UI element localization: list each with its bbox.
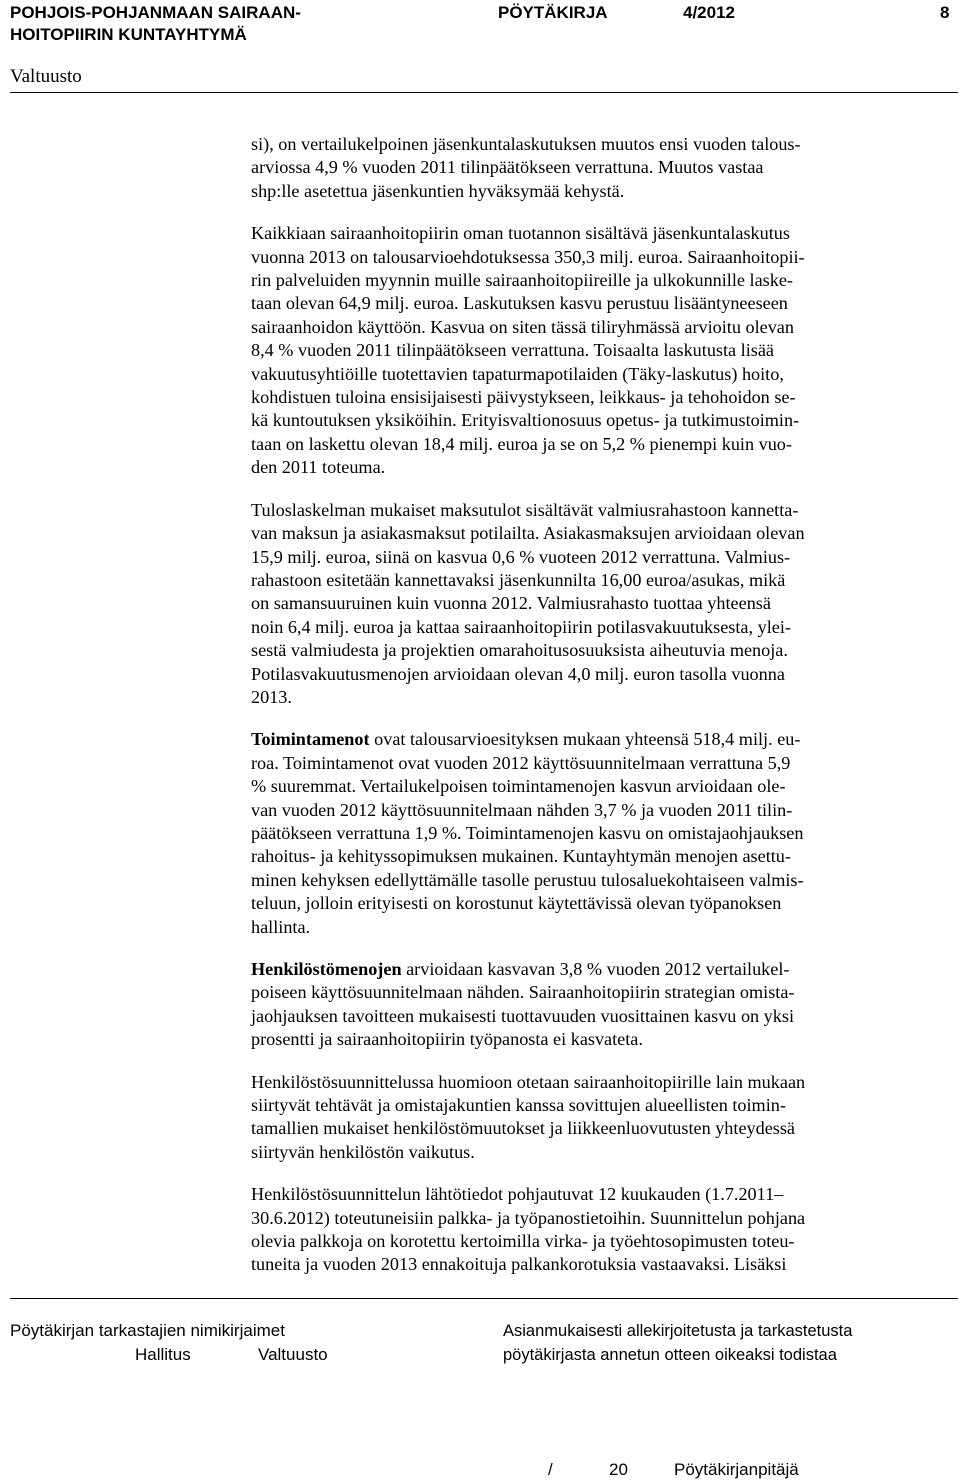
paragraph-line: Henkilöstösuunnittelun lähtötiedot pohjautuvat 12 kuukauden (1.7.2011– bbox=[251, 1184, 784, 1205]
paragraph-line: minen kehyksen edellyttämälle tasolle perustuu tulosaluekohtaiseen valmis- bbox=[251, 869, 804, 890]
paragraph-line: hallinta. bbox=[251, 916, 311, 937]
paragraph-line: Potilasvakuutusmenojen arvioidaan olevan 4,0 milj. euron tasolla vuonna bbox=[251, 663, 785, 684]
body-paragraph bbox=[251, 958, 956, 1052]
body-paragraph bbox=[251, 499, 956, 710]
signature-board-label: Hallitus bbox=[135, 1345, 191, 1364]
body-paragraph bbox=[251, 728, 956, 939]
paragraph-line: 15,9 milj. euroa, siinä on kasvua 0,6 % vuoteen 2012 verrattuna. Valmius- bbox=[251, 546, 791, 567]
page-footer bbox=[0, 1298, 960, 1482]
body-paragraph bbox=[251, 222, 956, 479]
paragraph-line: vuonna 2013 on talousarvioehdotuksessa 350,3 milj. euroa. Sairaanhoitopii- bbox=[251, 246, 805, 267]
recorder-label: Pöytäkirjanpitäjä bbox=[674, 1460, 799, 1479]
organization-name-line-2: HOITOPIIRIN KUNTAYHTYMÄ bbox=[10, 25, 247, 44]
paragraph-line: tamallien mukaiset henkilöstömuutokset ja liikkeenluovutusten yhteydessä bbox=[251, 1118, 796, 1139]
governing-body-name: Valtuusto bbox=[10, 66, 82, 87]
paragraph-line bbox=[251, 728, 956, 751]
document-body bbox=[251, 133, 956, 1296]
certification-line-1: Asianmukaisesti allekirjoitetusta ja tarkastetusta bbox=[503, 1322, 853, 1340]
paragraph-line: tuneita ja vuoden 2013 ennakoituja palkankorotuksia vastaavaksi. Lisäksi bbox=[251, 1254, 787, 1275]
body-paragraph bbox=[251, 1183, 956, 1277]
paragraph-line: Kaikkiaan sairaanhoitopiirin oman tuotannon sisältävä jäsenkuntalaskutus bbox=[251, 223, 790, 244]
body-paragraph bbox=[251, 1071, 956, 1165]
page-separator: / bbox=[548, 1460, 553, 1479]
paragraph-line: poiseen käyttösuunnitelmaan nähden. Sairaanhoitopiirin strategian omista- bbox=[251, 982, 795, 1003]
signatures-title: Pöytäkirjan tarkastajien nimikirjaimet bbox=[10, 1321, 285, 1340]
paragraph-line: van vuoden 2012 käyttösuunnitelmaan nähden 3,7 % ja vuoden 2011 tilin- bbox=[251, 799, 793, 820]
paragraph-bold-lead: Toimintamenot bbox=[251, 729, 370, 750]
certification-line-2: pöytäkirjasta annetun otteen oikeaksi todistaa bbox=[503, 1346, 837, 1364]
document-number: 4/2012 bbox=[683, 3, 735, 22]
organization-name bbox=[10, 2, 301, 46]
paragraph-line: olevia palkkoja on korotettu kertoimilla virka- ja työehtosopimusten toteu- bbox=[251, 1231, 795, 1252]
paragraph-line: jaohjauksen tavoitteen mukaisesti tuottavuuden vuosittainen kasvu on yksi bbox=[251, 1005, 795, 1026]
paragraph-line: taan on laskettu olevan 18,4 milj. euroa ja se on 5,2 % pienempi kuin vuo- bbox=[251, 433, 792, 454]
paragraph-line: arviossa 4,9 % vuoden 2011 tilinpäätökseen verrattuna. Muutos vastaa bbox=[251, 157, 764, 178]
body-paragraph bbox=[251, 133, 956, 203]
paragraph-line-rest: ovat talousarvioesityksen mukaan yhteensä 518,4 milj. eu- bbox=[369, 729, 801, 750]
page-header bbox=[0, 0, 960, 94]
paragraph-line: den 2011 toteuma. bbox=[251, 457, 386, 478]
total-pages: 20 bbox=[609, 1460, 628, 1479]
paragraph-line bbox=[251, 958, 956, 981]
paragraph-bold-lead: Henkilöstömenojen bbox=[251, 959, 402, 979]
paragraph-line: kä kuntoutuksen yksiköihin. Erityisvaltionosuus opetus- ja tutkimustoimin- bbox=[251, 410, 800, 431]
paragraph-line: on samansuuruinen kuin vuonna 2012. Valmiusrahasto tuottaa yhteensä bbox=[251, 593, 771, 614]
paragraph-line: sestä valmiudesta ja projektien omarahoitusosuuksista aiheutuvia menoja. bbox=[251, 640, 788, 661]
paragraph-line: prosentti ja sairaanhoitopiirin työpanosta ei kasvateta. bbox=[251, 1029, 643, 1050]
paragraph-line: kohdistuen tuloina ensisijaisesti päivystykseen, leikkaus- ja tehohoidon se- bbox=[251, 387, 796, 408]
paragraph-line-rest: arvioidaan kasvavan 3,8 % vuoden 2012 vertailukel- bbox=[401, 959, 790, 979]
page-number: 8 bbox=[940, 3, 950, 22]
paragraph-line: rahoitus- ja kehityssopimuksen mukainen. Kuntayhtymän menojen asettu- bbox=[251, 846, 791, 867]
document-type: PÖYTÄKIRJA bbox=[498, 3, 608, 22]
paragraph-line: rahastoon esitetään kannettavaksi jäsenkunnilta 16,00 euroa/asukas, mikä bbox=[251, 569, 786, 590]
paragraph-line: teluun, jolloin erityisesti on korostunut käytettävissä olevan työpanoksen bbox=[251, 893, 782, 914]
paragraph-line: vakuutusyhtiöille tuotettavien tapaturmapotilaiden (Täky-laskutus) hoito, bbox=[251, 363, 784, 384]
paragraph-line: van maksun ja asiakasmaksut potilailta. Asiakasmaksujen arvioidaan olevan bbox=[251, 523, 805, 544]
paragraph-line: taan olevan 64,9 milj. euroa. Laskutuksen kasvu perustuu lisääntyneeseen bbox=[251, 293, 788, 314]
paragraph-line: sairaanhoidon käyttöön. Kasvua on siten tässä tiliryhmässä arvioitu olevan bbox=[251, 316, 794, 337]
paragraph-line: Henkilöstösuunnittelussa huomioon otetaan sairaanhoitopiirille lain mukaan bbox=[251, 1071, 806, 1092]
paragraph-line: 8,4 % vuoden 2011 tilinpäätökseen verrattuna. Toisaalta laskutusta lisää bbox=[251, 340, 774, 361]
paragraph-line: 30.6.2012) toteutuneisiin palkka- ja työpanostietoihin. Suunnittelun pohjana bbox=[251, 1207, 806, 1228]
paragraph-line: siirtyvän henkilöstön vaikutus. bbox=[251, 1141, 475, 1162]
header-divider bbox=[10, 92, 958, 93]
paragraph-line: 2013. bbox=[251, 686, 292, 707]
paragraph-line: päätökseen verrattuna 1,9 %. Toimintamenojen kasvu on omistajaohjauksen bbox=[251, 822, 804, 843]
paragraph-line: Tuloslaskelman mukaiset maksutulot sisältävät valmiusrahastoon kannetta- bbox=[251, 499, 799, 520]
signature-council-label: Valtuusto bbox=[258, 1345, 328, 1364]
paragraph-line: shp:lle asetettua jäsenkuntien hyväksymää kehystä. bbox=[251, 180, 625, 201]
paragraph-line: siirtyvät tehtävät ja omistajakuntien kanssa sovittujen alueellisten toimin- bbox=[251, 1095, 786, 1116]
paragraph-line: % suuremmat. Vertailukelpoisen toimintamenojen kasvun arvioidaan ole- bbox=[251, 776, 786, 797]
paragraph-line: noin 6,4 milj. euroa ja kattaa sairaanhoitopiirin potilasvakuutuksesta, ylei- bbox=[251, 616, 791, 637]
footer-divider bbox=[10, 1298, 958, 1299]
organization-name-line-1: POHJOIS-POHJANMAAN SAIRAAN- bbox=[10, 3, 301, 22]
paragraph-line: si), on vertailukelpoinen jäsenkuntalaskutuksen muutos ensi vuoden talous- bbox=[251, 134, 801, 154]
paragraph-line: roa. Toimintamenot ovat vuoden 2012 käyttösuunnitelmaan verrattuna 5,9 bbox=[251, 752, 791, 773]
paragraph-line: rin palveluiden myynnin muille sairaanhoitopiireille ja ulkokunnille laske- bbox=[251, 270, 793, 291]
